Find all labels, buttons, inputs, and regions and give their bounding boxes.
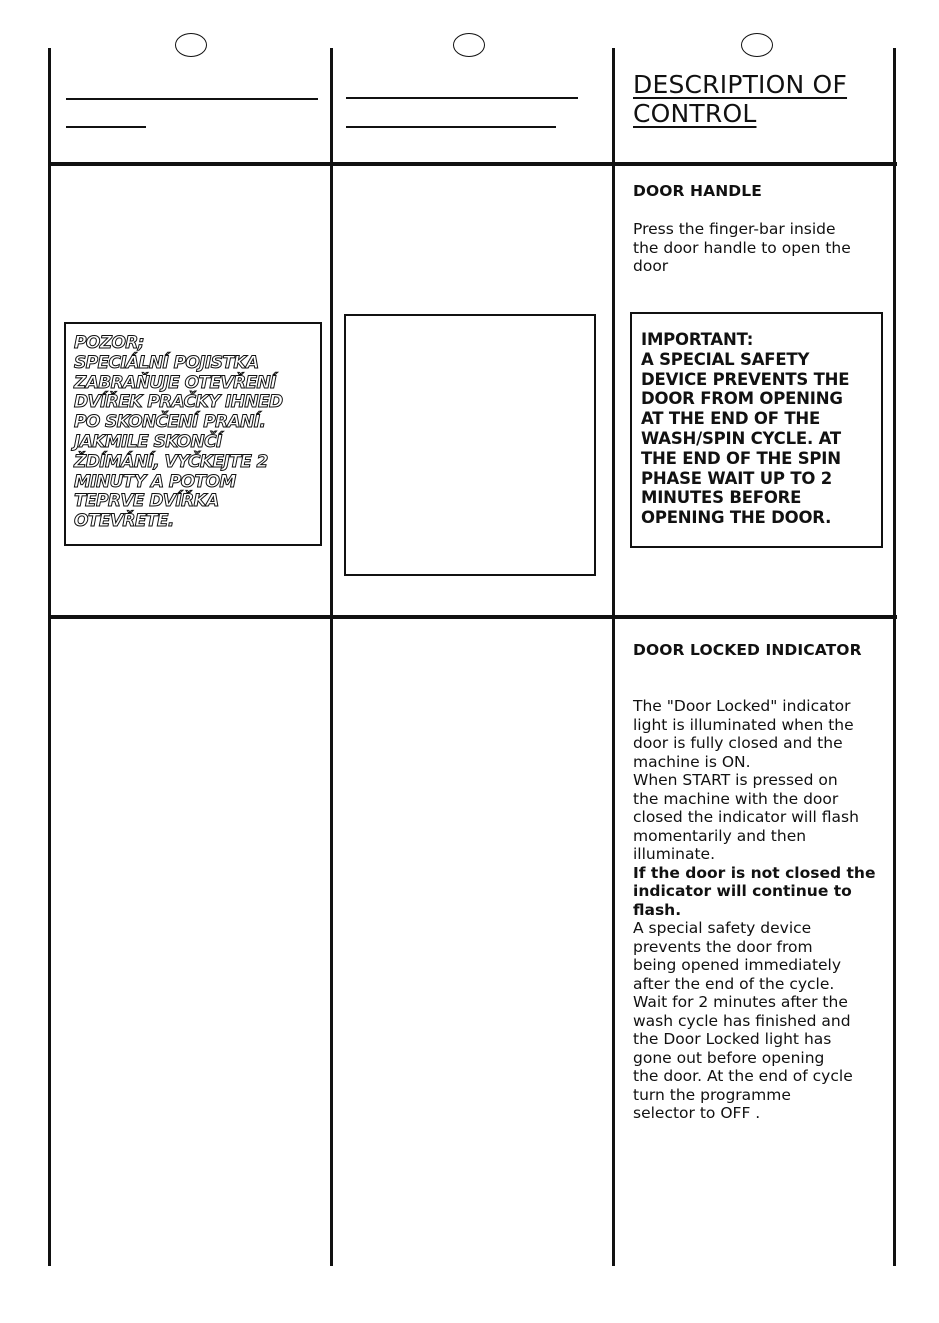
text-line: selector to OFF . — [633, 1104, 761, 1122]
text-line: the Door Locked light has — [633, 1030, 832, 1048]
warning-line: IMPORTANT: — [641, 330, 754, 349]
warning-line: ŽDÍMÁNÍ, VYČKEJTE 2 — [74, 451, 268, 472]
warning-line: DEVICE PREVENTS THE — [641, 369, 850, 389]
section-title — [633, 70, 847, 128]
title-underline — [66, 126, 146, 128]
text-line: Press the finger-bar inside — [633, 220, 836, 238]
warning-line: PO SKONČENÍ PRANÍ. — [74, 412, 266, 433]
text-line-bold: indicator will continue to — [633, 882, 852, 900]
language-marker-circle — [741, 33, 773, 57]
section-title-line: CONTROL — [633, 99, 757, 128]
warning-line: WASH/SPIN CYCLE. AT — [641, 428, 841, 448]
title-underline — [66, 98, 318, 100]
warning-line: OPENING THE DOOR. — [641, 508, 832, 528]
door-handle-text — [633, 220, 889, 276]
text-line: machine is ON. — [633, 752, 751, 771]
section-title-line: DESCRIPTION OF — [633, 70, 848, 99]
row-divider-2 — [48, 615, 897, 619]
text-line: being opened immediately — [633, 956, 842, 974]
warning-text-english — [641, 330, 849, 528]
text-line: The "Door Locked" indicator — [633, 697, 851, 715]
warning-line: MINUTY A POTOM — [74, 471, 236, 492]
door-locked-heading: DOOR LOCKED INDICATOR — [633, 641, 862, 659]
text-line: Wait for 2 minutes after the — [633, 993, 848, 1011]
warning-line: POZOR; — [74, 333, 144, 353]
title-underline — [346, 126, 556, 128]
warning-line: OTEVŘETE. — [74, 511, 174, 532]
warning-box-empty — [344, 314, 596, 576]
text-line-bold: flash. — [633, 900, 682, 919]
column-divider-right — [893, 48, 896, 1266]
warning-line: AT THE END OF THE — [641, 409, 821, 429]
warning-line: MINUTES BEFORE — [641, 488, 802, 508]
text-line: closed the indicator will flash — [633, 808, 859, 826]
column-divider-left — [48, 48, 51, 1266]
text-line: door — [633, 257, 669, 275]
warning-line: ZABRAŇUJE OTEVŘENÍ — [74, 372, 276, 393]
text-line: gone out before opening — [633, 1048, 825, 1067]
warning-line: SPECIÁLNÍ POJISTKA — [74, 352, 259, 373]
text-line: A special safety device — [633, 919, 812, 937]
warning-line: DOOR FROM OPENING — [641, 389, 843, 409]
column-divider-2 — [330, 48, 333, 1266]
text-line: after the end of the cycle. — [633, 974, 835, 993]
text-line: the machine with the door — [633, 789, 839, 808]
warning-box-english — [630, 312, 883, 548]
text-line: illuminate. — [633, 845, 716, 863]
text-line: the door handle to open the — [633, 238, 851, 257]
text-line: momentarily and then — [633, 826, 807, 845]
warning-line: A SPECIAL SAFETY — [641, 349, 810, 369]
text-line: light is illuminated when the — [633, 715, 854, 734]
warning-line: THE END OF THE SPIN — [641, 448, 841, 468]
text-line: prevents the door from — [633, 937, 813, 956]
title-underline — [346, 97, 578, 99]
warning-line: TEPRVE DVÍŘKA — [74, 491, 219, 512]
door-handle-heading: DOOR HANDLE — [633, 182, 762, 200]
warning-line: DVÍŘEK PRAČKY IHNED — [74, 392, 283, 413]
text-line: When START is pressed on — [633, 771, 838, 789]
text-line-bold: If the door is not closed the — [633, 863, 876, 882]
text-line: wash cycle has finished and — [633, 1011, 851, 1030]
language-marker-circle — [453, 33, 485, 57]
warning-box-czech — [64, 322, 322, 546]
text-line: door is fully closed and the — [633, 734, 843, 752]
row-divider-1 — [48, 162, 897, 166]
text-line: turn the programme — [633, 1085, 791, 1104]
warning-line: JAKMILE SKONČÍ — [74, 431, 222, 452]
language-marker-circle — [175, 33, 207, 57]
text-line: the door. At the end of cycle — [633, 1067, 853, 1085]
warning-text-czech — [74, 334, 283, 532]
door-locked-text — [633, 697, 889, 1123]
column-divider-3 — [612, 48, 615, 1266]
warning-line: PHASE WAIT UP TO 2 — [641, 468, 833, 488]
